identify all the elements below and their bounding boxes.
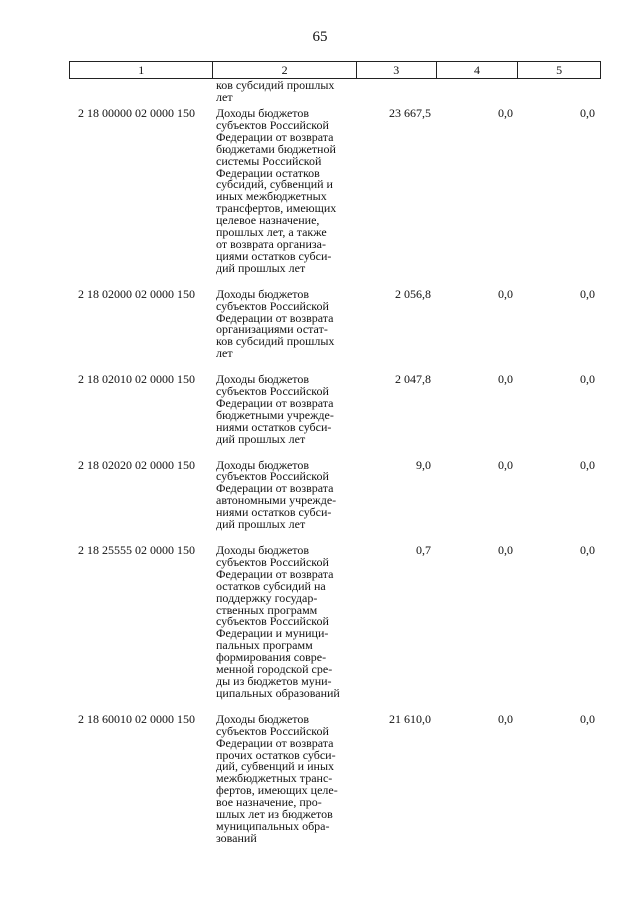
table-header (69, 61, 601, 79)
name-line: субъектов Российской (216, 469, 329, 484)
name-line: межбюджетных транс- (216, 771, 333, 786)
value-col-4: 0,0 (498, 106, 513, 120)
name-line: целевое назначение, (216, 213, 320, 228)
name-line: Доходы бюджетов (216, 457, 310, 472)
name-line: Доходы бюджетов (216, 711, 310, 726)
budget-code: 2 18 00000 02 0000 150 (78, 106, 195, 120)
name-line: ков субсидий прошлых (216, 78, 335, 92)
name-line: ды из бюджетов муни- (216, 673, 332, 688)
value-col-3: 21 610,0 (389, 711, 431, 726)
value-col-3: 2 047,8 (395, 372, 431, 387)
name-line: организациями остат- (216, 322, 328, 337)
name-line: фертов, имеющих целе- (216, 783, 338, 798)
continuation-name (213, 80, 357, 108)
name-line: Федерации от возврата (216, 395, 334, 410)
income-name (213, 286, 357, 361)
name-line: субъектов Российской (216, 384, 329, 399)
name-line: дий прошлых лет (216, 517, 306, 532)
name-line: прошлых лет, а также (216, 225, 327, 240)
page-number: 65 (312, 29, 328, 45)
header-col-4: 4 (437, 62, 519, 78)
value-col-3: 23 667,5 (389, 106, 431, 120)
table-row (69, 457, 601, 532)
value-col-3: 9,0 (416, 457, 431, 472)
table-row (69, 374, 601, 445)
name-line: остатков субсидий на (216, 578, 326, 593)
name-line: трансфертов, имеющих (216, 201, 337, 216)
value-col-5: 0,0 (580, 543, 595, 557)
income-name (213, 545, 357, 700)
name-line: ков субсидий прошлых (216, 334, 335, 349)
name-line: субсидий, субвенций и (216, 177, 333, 192)
name-line: Доходы бюджетов (216, 106, 310, 120)
name-line: дий, субвенций и иных (216, 759, 335, 774)
value-col-5: 0,0 (580, 106, 595, 120)
continuation-code (69, 80, 213, 108)
name-line: Федерации от возврата (216, 129, 334, 144)
name-line: лет (216, 346, 233, 361)
name-line: ципальных образований (216, 685, 340, 700)
header-col-5: 5 (556, 63, 563, 77)
name-line: циями остатков субси- (216, 248, 332, 263)
name-line: Федерации от возврата (216, 735, 334, 750)
name-line: менной городской сре- (216, 662, 333, 677)
name-line: субъектов Российской (216, 614, 329, 629)
name-line: ниями остатков субси- (216, 505, 332, 520)
value-col-4: 0,0 (498, 457, 513, 472)
name-line: Доходы бюджетов (216, 286, 310, 301)
name-line: Федерации от возврата (216, 310, 334, 325)
name-line: лет (216, 89, 233, 104)
name-line: от возврата организа- (216, 236, 326, 251)
table-row (69, 711, 601, 845)
name-line: шлых лет из бюджетов (216, 807, 333, 822)
name-line: бюджетными учрежде- (216, 407, 334, 422)
name-line: субъектов Российской (216, 723, 329, 738)
name-line: дий прошлых лет (216, 260, 306, 275)
value-col-5: 0,0 (580, 286, 595, 301)
value-col-3: 2 056,8 (395, 286, 431, 301)
name-line: Федерации от возврата (216, 481, 334, 496)
name-line: бюджетами бюджетной (216, 141, 336, 156)
value-col-4: 0,0 (498, 372, 513, 387)
value-col-4: 0,0 (498, 286, 513, 301)
table-row (69, 545, 601, 700)
name-line: Федерации от возврата (216, 566, 334, 581)
header-col-2: 2 (213, 62, 356, 78)
name-line: Доходы бюджетов (216, 543, 310, 557)
income-name (213, 108, 357, 275)
name-line: субъектов Российской (216, 298, 329, 313)
value-col-5: 0,0 (580, 711, 595, 726)
income-name (213, 457, 357, 532)
name-line: ственных программ (216, 602, 318, 617)
budget-code: 2 18 60010 02 0000 150 (78, 711, 195, 726)
name-line: зований (216, 830, 257, 845)
value-col-4: 0,0 (498, 711, 513, 726)
name-line: пальных программ (216, 638, 313, 653)
name-line: муниципальных обра- (216, 818, 330, 833)
name-line: субъектов Российской (216, 117, 329, 132)
value-col-3: 0,7 (416, 543, 431, 557)
budget-code: 2 18 25555 02 0000 150 (78, 543, 195, 557)
income-name (213, 711, 357, 845)
name-line: иных межбюджетных (216, 189, 327, 204)
name-line: Федерации и муници- (216, 626, 329, 641)
value-col-4: 0,0 (498, 543, 513, 557)
continuation-row (69, 80, 601, 108)
table-body (69, 80, 601, 845)
name-line: вое назначение, про- (216, 795, 322, 810)
name-line: формирования совре- (216, 650, 327, 665)
value-col-5: 0,0 (580, 372, 595, 387)
budget-code: 2 18 02020 02 0000 150 (78, 457, 195, 472)
name-line: Федерации остатков (216, 165, 320, 180)
header-col-3: 3 (357, 62, 437, 78)
name-line: поддержку государ- (216, 590, 318, 605)
budget-code: 2 18 02010 02 0000 150 (78, 372, 195, 387)
name-line: ниями остатков субси- (216, 419, 332, 434)
table-row (69, 286, 601, 361)
table-row (69, 108, 601, 275)
name-line: прочих остатков субси- (216, 747, 336, 762)
name-line: Доходы бюджетов (216, 372, 310, 387)
header-col-1: 1 (70, 62, 213, 78)
name-line: системы Российской (216, 153, 322, 168)
value-col-5: 0,0 (580, 457, 595, 472)
name-line: дий прошлых лет (216, 431, 306, 446)
budget-code: 2 18 02000 02 0000 150 (78, 286, 195, 301)
income-name (213, 374, 357, 445)
name-line: автономными учрежде- (216, 493, 337, 508)
name-line: субъектов Российской (216, 554, 329, 569)
